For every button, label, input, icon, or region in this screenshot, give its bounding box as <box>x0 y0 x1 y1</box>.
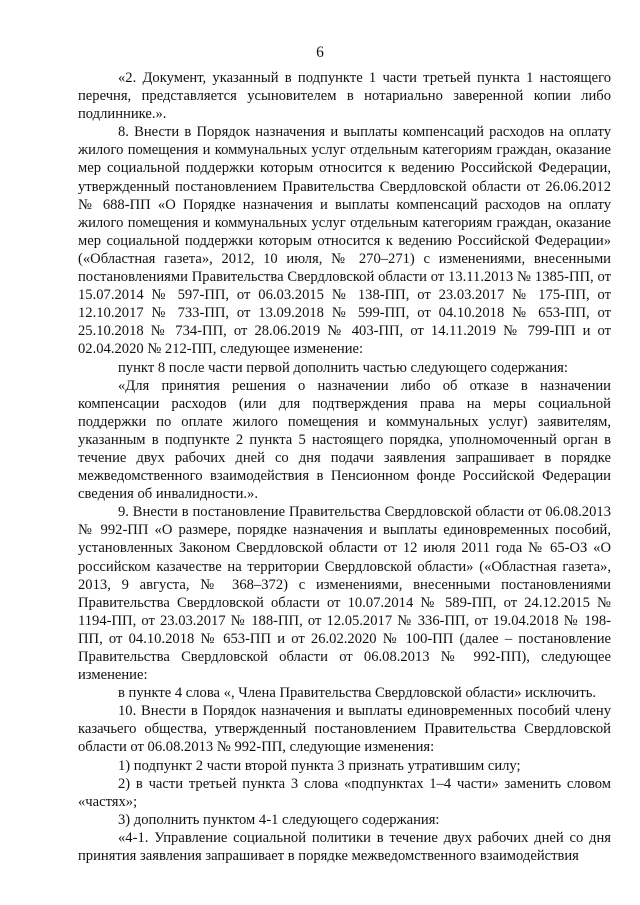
paragraph-5: 9. Внести в постановление Правительства Свердловской области от 06.08.2013 № 992-ПП «О размере, порядке назначения и выплаты единовременных пособий, установленных Законом Свердловской области от 12 июля 2011 года № 65-ОЗ «О российском казачестве на территории Свердловской области» («Областная газета», 2013, 9 августа, № 368–372) с изменениями, внесенными постановлениями Правительства Свердловской области от 10.07.2014 № 589-ПП, от 24.12.2015 № 1194-ПП, от 23.03.2017 № 188-ПП, от 12.05.2017 № 336-ПП, от 19.04.2018 № 198-ПП, от 04.10.2018 № 653-ПП и от 26.02.2020 № 100-ПП (далее – постановление Правительства Свердловской области от 06.08.2013 № 992-ПП), следующее изменение: <box>78 504 611 684</box>
paragraph-10: 3) дополнить пунктом 4-1 следующего содержания: <box>118 811 440 828</box>
paragraph-8: 1) подпункт 2 части второй пункта 3 признать утратившим силу; <box>118 757 521 774</box>
page-number: 6 <box>316 44 324 61</box>
paragraph-11: «4-1. Управление социальной политики в течение двух рабочих дней со дня принятия заявления запрашивает в порядке межведомственного взаимодействия <box>78 829 611 865</box>
paragraph-9: 2) в части третьей пункта 3 слова «подпунктах 1–4 части» заменить словом «частях»; <box>78 775 611 810</box>
paragraph-2: 8. Внести в Порядок назначения и выплаты компенсаций расходов на оплату жилого помещения и коммунальных услуг отдельным категориям граждан, оказание мер социальной поддержки которым относится к ведению Российской Федерации, утвержденный постановлением Правительства Свердловской области от 26.06.2012 № 688-ПП «О Порядке назначения и выплаты компенсаций расходов на оплату жилого помещения и коммунальных услуг отдельным категориям граждан, оказание мер социальной поддержки которым относится к ведению Российской Федерации» («Областная газета», 2012, 10 июля, № 270–271) с изменениями, внесенными постановлениями Правительства Свердловской области от 13.11.2013 № 1385-ПП, от 15.07.2014 № 597-ПП, от 06.03.2015 № 138-ПП, от 23.03.2017 № 175-ПП, от 12.10.2017 № 733-ПП, от 13.09.2018 № 599-ПП, от 04.10.2018 № 653-ПП, от 25.10.2018 № 734-ПП, от 28.06.2019 № 403-ПП, от 14.11.2019 № 799-ПП и от 02.04.2020 № 212-ПП, следующее изменение: <box>78 124 611 358</box>
paragraph-3: пункт 8 после части первой дополнить частью следующего содержания: <box>118 359 568 376</box>
paragraph-7: 10. Внести в Порядок назначения и выплаты единовременных пособий члену казачьего общества, утвержденный постановлением Правительства Свердловской области от 06.08.2013 № 992-ПП, следующие изменения: <box>78 703 611 756</box>
paragraph-4: «Для принятия решения о назначении либо об отказе в назначении компенсации расходов (или для подтверждения права на меры социальной поддержки по оплате жилого помещения и коммунальных услуг) заявителям, указанным в подпункте 2 пункта 5 настоящего порядка, уполномоченный орган в течение двух рабочих дней со дня подачи заявления запрашивает в порядке межведомственного взаимодействия в Пенсионном фонде Российской Федерации сведения об инвалидности.». <box>78 377 611 503</box>
paragraph-6: в пункте 4 слова «, Члена Правительства Свердловской области» исключить. <box>118 685 597 702</box>
paragraph-1: «2. Документ, указанный в подпункте 1 части третьей пункта 1 настоящего перечня, представляется усыновителем в нотариально заверенной копии либо подлиннике.». <box>78 70 611 123</box>
document-body <box>78 69 611 865</box>
